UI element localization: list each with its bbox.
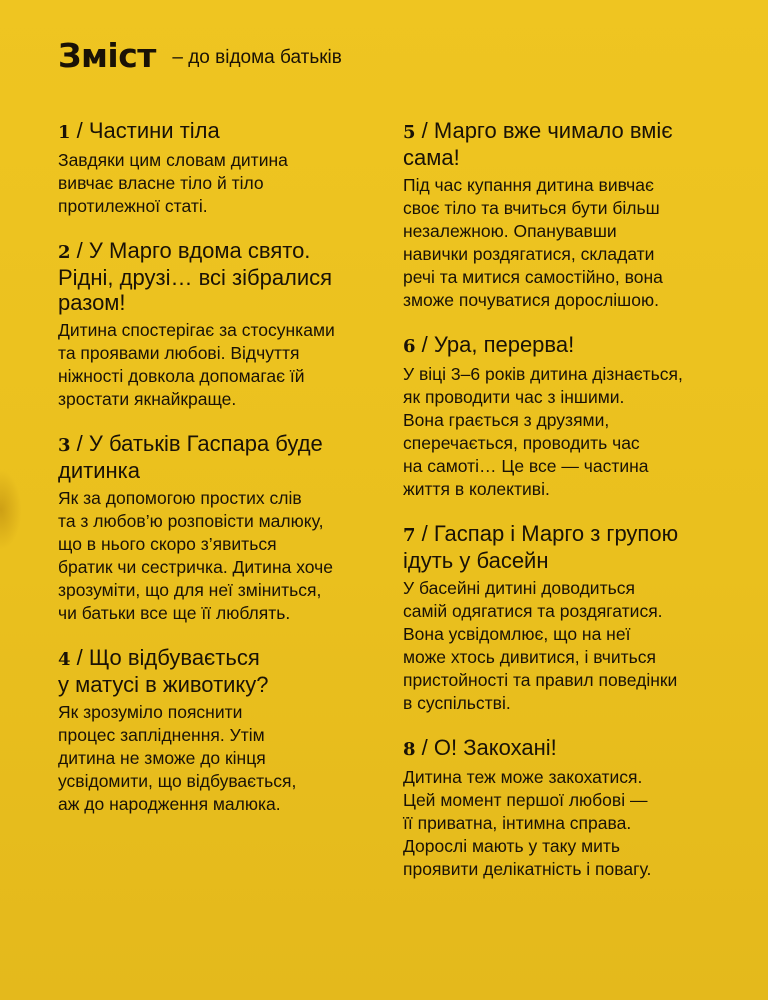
section-body [58,319,388,411]
contents-section-5 [403,118,733,312]
page-header [58,36,342,75]
section-number: 6 [403,336,416,357]
section-title [58,431,388,483]
section-title-line [58,672,388,697]
section-body-line: пристойності та правил поведінки [403,670,678,690]
section-title-text: / У Марго вдома свято. [76,238,311,263]
section-title [403,521,733,573]
section-title-line [58,118,388,145]
section-title-text: дитинка [58,458,140,483]
section-title [58,238,388,315]
section-title-line [403,332,733,359]
section-title-text: / У батьків Гаспара буде [76,431,323,456]
section-body-line: чи батьки все ще її люблять. [58,603,291,623]
section-title [403,118,733,170]
section-body-line: зможе почуватися дорослішою. [403,290,659,310]
section-body-line: речі та митися самостійно, вона [403,267,663,287]
section-title [58,118,388,145]
section-body [403,577,733,715]
section-title-line [403,548,733,573]
section-body-line: Дитина теж може закохатися. [403,767,643,787]
section-number: 8 [403,739,416,760]
section-title-line [58,645,388,672]
section-body-line: зрозуміти, що для неї зміниться, [58,580,322,600]
section-body [403,766,733,881]
section-body-line: проявити делікатність і повагу. [403,859,652,879]
section-body-line: У віці 3–6 років дитина дізнається, [403,364,683,384]
section-title-text: / Частини тіла [76,118,220,143]
section-title-line [58,290,388,315]
section-number: 2 [58,242,71,263]
section-title-line [58,265,388,290]
section-title-line [58,431,388,458]
section-body-line: протилежної статі. [58,196,208,216]
section-title-line [403,735,733,762]
right-column [403,118,733,901]
section-number: 4 [58,649,71,670]
section-title-line [403,118,733,145]
section-body [58,487,388,625]
left-column [58,118,388,836]
section-body-line: братик чи сестричка. Дитина хоче [58,557,333,577]
page-title: Зміст [58,36,156,75]
section-body [58,701,388,816]
section-body-line: як проводити час з іншими. [403,387,625,407]
contents-section-2 [58,238,388,411]
section-body [403,174,733,312]
section-body-line: У басейні дитині доводиться [403,578,635,598]
section-body-line: життя в колективі. [403,479,550,499]
section-number: 5 [403,122,416,143]
section-title-text: разом! [58,290,126,315]
section-number: 7 [403,525,416,546]
section-title-text: Рідні, друзі… всі зібралися [58,265,333,290]
section-title [403,735,733,762]
section-body-line: вивчає власне тіло й тіло [58,173,264,193]
section-title-text: / Що відбувається [76,645,260,670]
section-body-line: ніжності довкола допомагає їй [58,366,305,386]
section-title-text: ідуть у басейн [403,548,549,573]
section-body-line: Дитина спостерігає за стосунками [58,320,335,340]
section-body-line: Вона грається з друзями, [403,410,610,430]
section-title-text: / Марго вже чимало вміє [421,118,673,143]
section-body-line: Вона усвідомлює, що на неї [403,624,631,644]
section-body-line: Як зрозуміло пояснити [58,702,243,722]
page-shadow [0,470,22,550]
page-subtitle: – до відома батьків [172,47,342,68]
contents-section-8 [403,735,733,881]
section-number: 1 [58,122,71,143]
section-title-line [58,238,388,265]
section-body-line: та з любов’ю розповісти малюку, [58,511,324,531]
contents-section-4 [58,645,388,816]
section-body-line: Дорослі мають у таку мить [403,836,621,856]
contents-section-3 [58,431,388,625]
contents-section-6 [403,332,733,501]
section-body-line: своє тіло та вчиться бути більш [403,198,660,218]
section-body-line: Цей момент першої любові — [403,790,648,810]
section-body-line: може хтось дивитися, і вчиться [403,647,657,667]
section-body [58,149,388,218]
section-body-line: її приватна, інтимна справа. [403,813,632,833]
section-body [403,363,733,501]
section-title [403,332,733,359]
section-body-line: зростати якнайкраще. [58,389,237,409]
section-body-line: сперечається, проводить час [403,433,640,453]
section-body-line: Завдяки цим словам дитина [58,150,288,170]
section-title-text: / О! Закохані! [421,735,557,760]
contents-section-7 [403,521,733,715]
section-title-line [403,521,733,548]
section-title-line [58,458,388,483]
section-body-line: процес запліднення. Утім [58,725,265,745]
section-body-line: на самоті… Це все — частина [403,456,649,476]
section-title [58,645,388,697]
section-title-line [403,145,733,170]
section-title-text: / Ура, перерва! [421,332,575,357]
section-body-line: навички роздягатися, складати [403,244,655,264]
section-body-line: в суспільстві. [403,693,511,713]
section-body-line: самій одягатися та роздягатися. [403,601,663,621]
section-title-text: у матусі в животику? [58,672,269,697]
section-body-line: та проявами любові. Відчуття [58,343,300,363]
section-body-line: дитина не зможе до кінця [58,748,266,768]
section-body-line: аж до народження малюка. [58,794,281,814]
section-body-line: усвідомити, що відбувається, [58,771,297,791]
section-body-line: що в нього скоро з’явиться [58,534,277,554]
section-title-text: сама! [403,145,460,170]
section-body-line: незалежною. Опанувавши [403,221,617,241]
section-title-text: / Гаспар і Марго з групою [421,521,679,546]
section-number: 3 [58,435,71,456]
section-body-line: Як за допомогою простих слів [58,488,302,508]
section-body-line: Під час купання дитина вивчає [403,175,654,195]
contents-section-1 [58,118,388,218]
